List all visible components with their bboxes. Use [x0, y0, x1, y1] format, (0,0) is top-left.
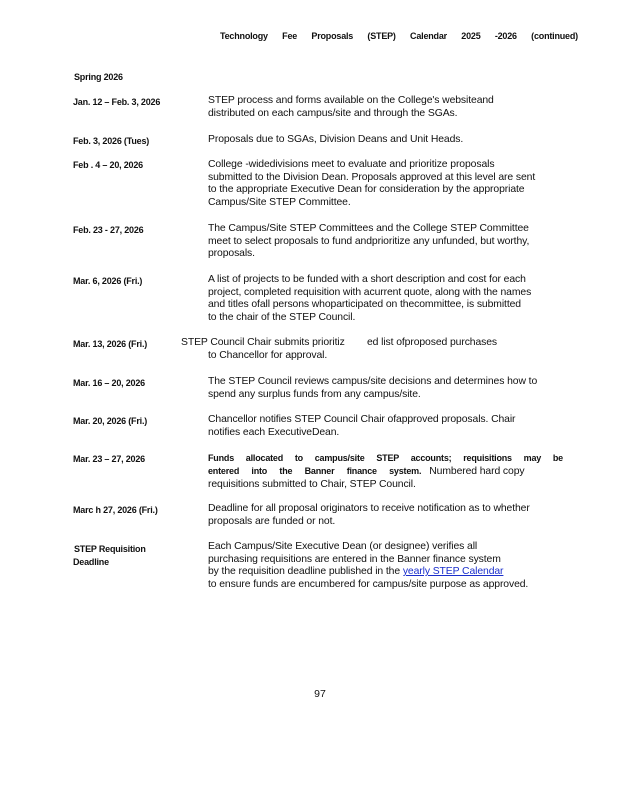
term-heading: Spring 2026 [74, 72, 123, 82]
page-header [220, 31, 580, 41]
entry-description [208, 159, 570, 209]
entry-date: Feb . 4 – 20, 2026 [73, 160, 143, 170]
date-line: STEP Requisition [74, 544, 146, 554]
description-line: spend any surplus funds from any campus/site. [208, 388, 421, 400]
description-line: purchasing requisitions are entered in the Banner finance system [208, 553, 501, 565]
description-text: by the requisition deadline published in the [208, 566, 401, 578]
description-line: to Chancellor for approval. [208, 350, 328, 361]
description-line: The Campus/Site STEP Committees and the College STEP Committee [208, 223, 529, 234]
page-number: 97 [314, 688, 326, 700]
description-line: notifies each ExecutiveDean. [208, 426, 340, 438]
entry-date: Marc h 27, 2026 (Fri.) [73, 505, 158, 515]
description-line: Each Campus/Site Executive Dean (or designee) verifies all [208, 541, 478, 552]
description-line: to the appropriate Executive Dean for consideration by the appropriate [208, 184, 525, 196]
header-word: Fee [282, 31, 298, 41]
description-line: STEP process and forms available on the College's websiteand [208, 95, 494, 106]
description-line: and titles ofall persons whoparticipated on thecommittee, is submitted [208, 299, 521, 311]
entry-description [208, 376, 570, 401]
entry-date [73, 543, 203, 569]
entry-date: Mar. 6, 2026 (Fri.) [73, 276, 143, 286]
entry-description [208, 541, 570, 591]
description-line [208, 566, 570, 579]
header-word: Technology [220, 31, 268, 41]
description-line: Funds allocated to campus/site STEP accounts; requisitions may be [208, 453, 563, 463]
entry-description [208, 503, 570, 528]
description-line: Deadline for all proposal originators to receive notification as to whether [208, 503, 530, 514]
step-calendar-link[interactable]: yearly STEP Calendar [402, 566, 504, 578]
description-line: Campus/Site STEP Committee. [208, 196, 351, 208]
header-word: -2026 [494, 31, 517, 41]
entry-date: Mar. 16 – 20, 2026 [73, 378, 145, 388]
header-word: Proposals [311, 31, 354, 41]
description-line: A list of projects to be funded with a short description and cost for each [208, 274, 526, 285]
description-line: distributed on each campus/site and through the SGAs. [208, 107, 458, 119]
entry-description [208, 414, 570, 439]
header-word: (continued) [531, 31, 578, 41]
entry-description [208, 95, 570, 120]
header-word: (STEP) [367, 31, 396, 41]
description-line: entered into the Banner finance system. Numbered hard copy [208, 466, 525, 477]
description-line: meet to select proposals to fund andprioritize any unfunded, but worthy, [208, 235, 530, 247]
date-line: Deadline [73, 557, 109, 567]
description-line: College -widedivisions meet to evaluate and prioritize proposals [208, 159, 495, 170]
entry-description [208, 134, 570, 147]
description-line: Chancellor notifies STEP Council Chair ofapproved proposals. Chair [208, 414, 516, 425]
description-line: to the chair of the STEP Council. [208, 311, 356, 323]
description-line: project, completed requisition with acurrent quote, along with the names [208, 286, 532, 298]
description-line: submitted to the Division Dean. Proposals approved at this level are sent [208, 171, 536, 183]
description-line: STEP Council Chair submits prioritiz ed list ofproposed purchases [181, 337, 498, 348]
entry-date: Feb. 23 - 27, 2026 [73, 225, 144, 235]
entry-date: Jan. 12 – Feb. 3, 2026 [73, 97, 161, 107]
entry-date: Mar. 13, 2026 (Fri.) [73, 339, 148, 349]
header-word: Calendar [410, 31, 447, 41]
entry-description [208, 274, 570, 324]
header-word: 2025 [461, 31, 481, 41]
description-line: The STEP Council reviews campus/site decisions and determines how to [208, 376, 538, 387]
entry-date: Feb. 3, 2026 (Tues) [73, 136, 150, 146]
description-line: to ensure funds are encumbered for campus/site purpose as approved. [208, 578, 529, 590]
description-line: Proposals due to SGAs, Division Deans and Unit Heads. [208, 134, 464, 145]
description-line: proposals. [208, 248, 255, 260]
description-line: proposals are funded or not. [208, 515, 336, 527]
entry-date: Mar. 20, 2026 (Fri.) [73, 416, 148, 426]
entry-date: Mar. 23 – 27, 2026 [73, 454, 145, 464]
entry-description [208, 452, 570, 491]
description-line: requisitions submitted to Chair, STEP Council. [208, 478, 416, 490]
entry-description [208, 223, 570, 261]
